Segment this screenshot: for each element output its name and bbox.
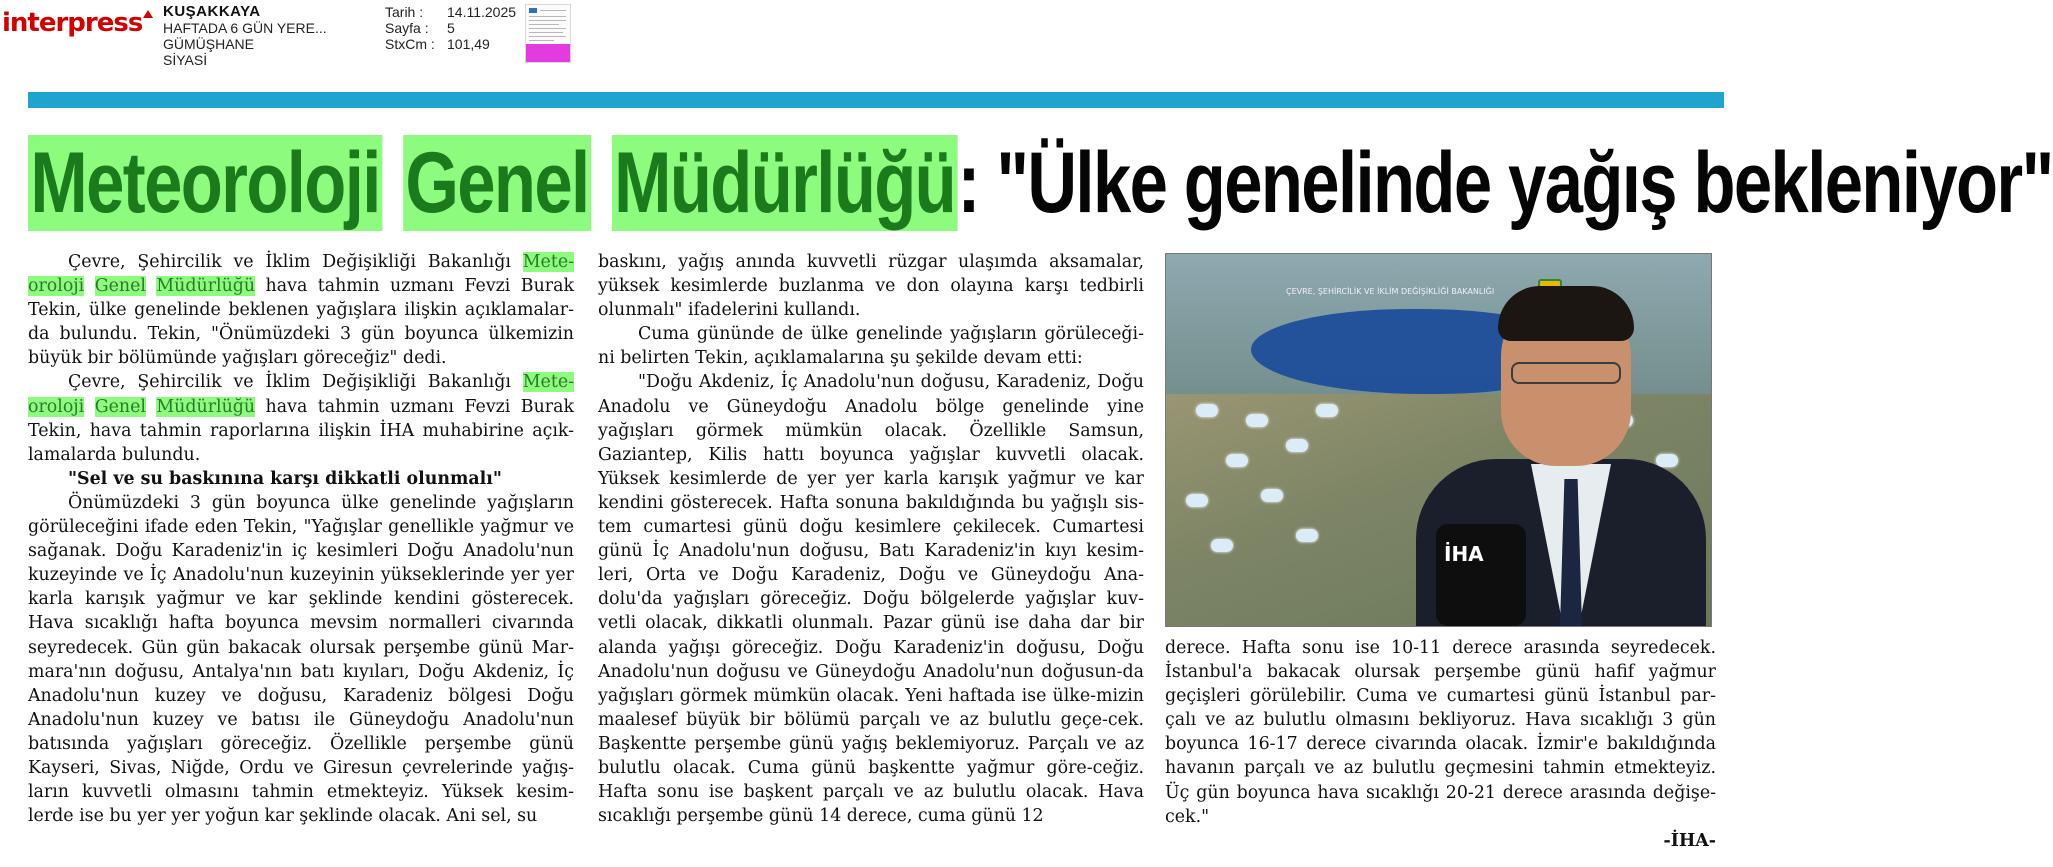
keyword-highlight: Mete- xyxy=(522,372,574,393)
paragraph: derece. Hafta sonu ise 10-11 derece arasında seyredecek. İstanbul'a bakacak olursak perşembe günü hafif yağmur geçişleri görülebilir. Cuma ve cumartesi günü İstanbul par-çalı ve az bulutlu olmasını bekliyoruz. Hava sıcaklığı 3 gün boyunca 16-17 derece civarında olacak. İzmir'e bakıldığında havanın parçalı ve az bulutlu geçmesini tahmin etmekteyiz. Üç gün boyunca hava sıcaklığı 20-21 derece arasında değişe-cek." xyxy=(1165,638,1716,827)
mic-label: İHA xyxy=(1444,542,1484,566)
article-photo xyxy=(1165,253,1712,627)
rain-cloud-icon xyxy=(1286,439,1308,452)
headline-highlight-2: Genel xyxy=(403,135,591,231)
publication-info xyxy=(163,4,327,68)
keyword-highlight: Genel xyxy=(94,276,146,297)
paragraph: baskını, yağış anında kuvvetli rüzgar ulaşımda aksamalar, yüksek kesimlerde buzlanma ve don olayına karşı tedbirli olunmalı" ifadelerini kullandı. xyxy=(598,252,1144,321)
paragraph: Önümüzdeki 3 gün boyunca ülke genelinde yağışların görüleceğini ifade eden Tekin, "Yağışlar genellikle yağmur ve sağanak. Doğu Karadeniz'in iç kesimleri Doğu Anadolu'nun kuzeyinde ve İç Anadolu'nun kuzeyinin yükseklerinde yer yer karla karışık yağmur ve kar şeklinde kendini gösterecek. Hava sıcaklığı hafta boyunca mevsim normalleri civarında seyredecek. Gün gün bakacak olursak perşembe günü Mar-mara'nın doğusu, Antalya'nın batı kıyıları, Doğu Akdeniz, İç Anadolu'nun kuzey ve doğusu, Karadeniz bölgesi Doğu Anadolu'nun kuzey ve batısı ile Güneydoğu Anadolu'nun batısında yağışları göreceğiz. Özellikle perşembe günü Kayseri, Sivas, Niğde, Ordu ve Giresun çevrelerinde yağış-ların kuvvetli olmasını tahmin etmekteyiz. Yüksek kesim-lerde ise bu yer yer yoğun kar şeklinde olacak. Ani sel, su xyxy=(28,492,574,827)
headline-highlight-1: Meteoroloji xyxy=(28,135,382,231)
date-label: Tarih : xyxy=(385,4,424,20)
rain-cloud-icon xyxy=(1246,414,1268,427)
rain-cloud-icon xyxy=(1211,539,1233,552)
publication-name: KUŞAKKAYA xyxy=(163,3,261,20)
page-value: 5 xyxy=(447,20,455,36)
headline-rest: : "Ülke genelinde yağış bekleniyor" xyxy=(957,135,2053,231)
paragraph: "Doğu Akdeniz, İç Anadolu'nun doğusu, Karadeniz, Doğu Anadolu ve Güneydoğu Anadolu bölge genelinde yine yağışları görmek mümkün olacak. Özellikle Samsun, Gaziantep, Kilis hattı boyunca yağışlar kuvvetli olacak. Yüksek kesimlerde de yer yer karla karışık yağmur ve kar kendini gösterecek. Hafta sonuna bakıldığında bu yağışlı sis-tem cumartesi günü doğu kesimlere çekilecek. Cumartesi günü İç Anadolu'nun doğusu, Batı Karadeniz'in kıyı kesim-leri, Orta ve Doğu Karadeniz, Doğu ve Güneydoğu Ana-dolu'da yağışları göreceğiz. Doğu bölgelerde yağışlar kuv-vetli olacak, dikkatli olunmalı. Pazar günü ise daha dar bir alanda yağışı göreceğiz. Doğu Karadeniz'in doğusu, Doğu Anadolu'nun doğusu ve Güneydoğu Anadolu'nun doğusun-da yağışları görmek mümkün olacak. Yeni haftada ise ülke-mizin maalesef büyük bir bölümü parçalı ve az bulutlu geçe-cek. Başkentte perşembe günü yağış beklemiyoruz. Parçalı ve az bulutlu olacak. Cuma günü başkentte yağmur göre-ceğiz. Hafta sonu ise başkent parçalı ve az bulutlu olacak. Hava sıcaklığı perşembe günü 14 derece, cuma günü 12 xyxy=(598,372,1144,827)
keyword-highlight: oroloji xyxy=(28,396,85,417)
publication-city: GÜMÜŞHANE xyxy=(163,36,255,52)
accent-bar xyxy=(28,92,1724,108)
date-value: 14.11.2025 xyxy=(447,4,517,20)
rain-cloud-icon xyxy=(1186,494,1208,507)
keyword-highlight: Müdürlüğü xyxy=(156,276,256,297)
paragraph: Çevre, Şehircilik ve İklim Değişikliği Bakanlığı Mete- oroloji Genel Müdürlüğü hava tahmin uzmanı Fevzi Burak Tekin, hava tahmin raporlarına ilişkin İHA muhabirine açık-lamalarda bulundu. xyxy=(28,372,574,465)
rain-cloud-icon xyxy=(1261,489,1283,502)
article-column-3 xyxy=(1165,636,1716,853)
keyword-highlight: Müdürlüğü xyxy=(156,396,256,417)
keyword-highlight: Genel xyxy=(94,396,146,417)
thumbnail-image-block xyxy=(526,44,570,62)
headline-highlight-3: Müdürlüğü xyxy=(612,135,958,231)
interpress-logo: interpress xyxy=(2,8,153,38)
logo-triangle-icon xyxy=(143,10,153,18)
speaker-figure xyxy=(1326,274,1711,626)
keyword-highlight: oroloji xyxy=(28,276,85,297)
ministry-caption: ÇEVRE, ŞEHİRCİLİK VE İKLİM DEĞİŞİKLİĞİ BAKANLIĞI xyxy=(1286,287,1495,296)
publication-frequency: HAFTADA 6 GÜN YERE... xyxy=(163,20,327,36)
rain-cloud-icon xyxy=(1196,404,1218,417)
paragraph: Çevre, Şehircilik ve İklim Değişikliği Bakanlığı Mete- oroloji Genel Müdürlüğü hava tahmin uzmanı Fevzi Burak Tekin, ülke genelinde beklenen yağışlara ilişkin açıklamalar-da bulundu. Tekin, "Önümüzdeki 3 gün boyunca ülkemizin büyük bir bölümünde yağışları göreceğiz" dedi. xyxy=(28,252,574,369)
paragraph: Cuma gününde de ülke genelinde yağışların görüleceği-ni belirten Tekin, açıklamalarına şu şekilde devam etti: xyxy=(598,324,1144,369)
stxcm-label: StxCm : xyxy=(385,36,435,52)
agency-signature: -İHA- xyxy=(1663,830,1716,851)
article-headline xyxy=(28,135,2053,231)
subheading: "Sel ve su baskınına karşı dikkatli olunmalı" xyxy=(68,468,502,489)
keyword-highlight: Mete- xyxy=(522,252,574,272)
page-label: Sayfa : xyxy=(385,20,429,36)
thumbnail-logo-icon xyxy=(529,8,537,13)
rain-cloud-icon xyxy=(1296,529,1318,542)
clip-metadata xyxy=(385,4,516,52)
article-column-2 xyxy=(598,250,1144,828)
stxcm-value: 101,49 xyxy=(447,36,490,52)
microphone-icon xyxy=(1436,524,1526,626)
publication-category: SİYASİ xyxy=(163,52,208,68)
page-thumbnail[interactable] xyxy=(525,4,571,63)
glasses-icon xyxy=(1511,362,1621,384)
rain-cloud-icon xyxy=(1226,454,1248,467)
article-column-1 xyxy=(28,250,574,828)
